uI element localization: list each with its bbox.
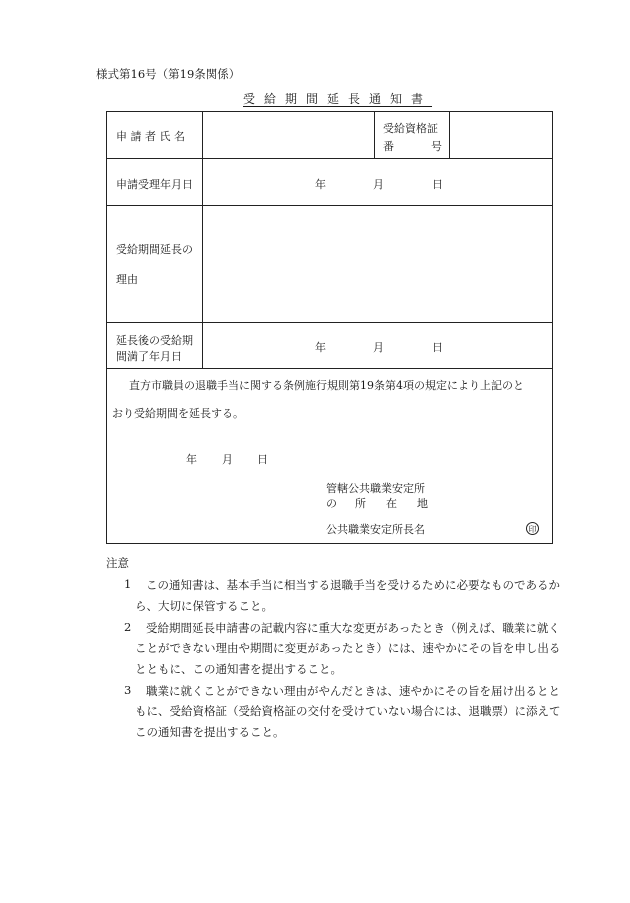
reason-label-1: 受給期間延長の	[116, 243, 193, 256]
receipt-day: 日	[432, 178, 443, 191]
row-divider	[107, 205, 552, 206]
row-divider	[107, 322, 552, 323]
note-1-line-1: この通知書は、基本手当に相当する退職手当を受けるために必要なものであるか	[146, 578, 560, 592]
office-address-label-2b: 所	[355, 497, 366, 510]
notice-line-1: 直方市職員の退職手当に関する条例施行規則第19条第4項の規定により上記のと	[129, 379, 524, 392]
cert-number-label-2a: 番	[383, 140, 394, 153]
note-2-number: 2	[124, 620, 132, 634]
column-divider	[374, 112, 375, 158]
office-address-label-2c: 在	[386, 497, 397, 510]
note-3-line-2: もに、受給資格証（受給資格証の交付を受けていない場合には、退職票）に添えて	[135, 704, 561, 718]
row-divider	[107, 158, 552, 159]
notice-date-day: 日	[257, 453, 268, 466]
applicant-name-label: 申 請 者 氏 名	[116, 130, 185, 143]
note-2-line-1: 受給期間延長申請書の記載内容に重大な変更があったとき（例えば、職業に就く	[146, 621, 560, 635]
applicant-name-value[interactable]	[207, 115, 369, 155]
receipt-year: 年	[315, 178, 326, 191]
receipt-date-label: 申請受理年月日	[116, 178, 193, 191]
expiry-label-1: 延長後の受給期	[116, 334, 193, 347]
office-address-label-2a: の	[326, 497, 337, 510]
note-1-number: 1	[124, 577, 132, 591]
cert-number-value[interactable]	[453, 115, 549, 155]
expiry-day: 日	[432, 341, 443, 354]
document-title: 受給期間延長通知書	[243, 92, 433, 106]
column-divider	[202, 112, 203, 368]
note-3-line-1: 職業に就くことができない理由がやんだときは、速やかにその旨を届け出るとと	[146, 684, 560, 698]
notice-line-2: おり受給期間を延長する。	[112, 407, 244, 420]
receipt-month: 月	[373, 178, 384, 191]
expiry-label-2: 間満了年月日	[116, 350, 182, 363]
form-number: 様式第16号（第19条関係）	[96, 67, 241, 81]
office-address-label-1: 管轄公共職業安定所	[326, 482, 425, 495]
note-3-number: 3	[124, 683, 132, 697]
cert-number-label-1: 受給資格証	[383, 122, 438, 135]
note-1-line-2: ら、大切に保管すること。	[135, 599, 273, 613]
expiry-month: 月	[373, 341, 384, 354]
expiry-year: 年	[315, 341, 326, 354]
office-address-label-2d: 地	[417, 497, 428, 510]
reason-label-2: 理由	[116, 273, 138, 286]
note-2-line-3: とともに、この通知書を提出すること。	[135, 662, 342, 676]
column-divider	[449, 112, 450, 158]
seal-mark-icon: 印	[526, 522, 539, 535]
director-name-label: 公共職業安定所長名	[326, 523, 425, 536]
note-2-line-2: ことができない理由や期間に変更があったとき）には、速やかにその旨を申し出る	[135, 641, 561, 655]
notice-date-year: 年	[186, 453, 197, 466]
notice-form	[106, 111, 553, 544]
note-3-line-3: この通知書を提出すること。	[135, 725, 285, 739]
notice-date-month: 月	[222, 453, 233, 466]
cert-number-label-2b: 号	[431, 140, 442, 153]
row-divider	[107, 368, 552, 369]
reason-value[interactable]	[207, 210, 549, 318]
notes-heading: 注意	[106, 556, 129, 570]
